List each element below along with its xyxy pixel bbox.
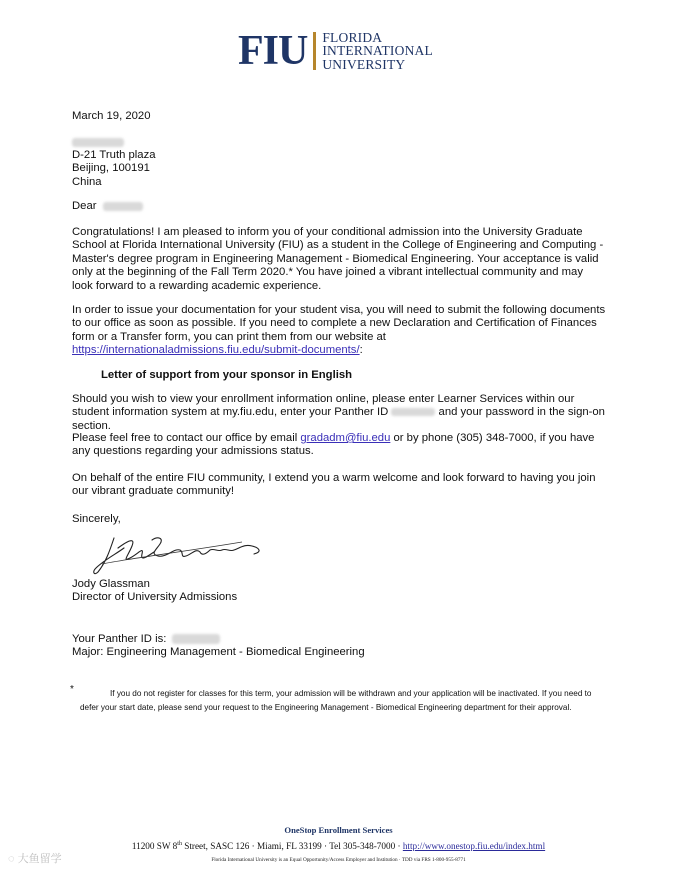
footer-addr-a: 11200 SW 8	[131, 841, 178, 852]
redacted-panther-id-value	[172, 634, 220, 644]
redacted-salutation-name	[103, 202, 143, 211]
fiu-logo	[238, 30, 433, 72]
footer-address	[0, 841, 677, 851]
footnote-text: If you do not register for classes for this term, your admission will be withdrawn and your application will be inactivated. If you need to defer your start date, please send your request to the Engineering Management - Biomedical Engineering department for their approval.	[80, 689, 592, 712]
logo-mark: FIU	[238, 28, 308, 74]
watermark-icon: ◌	[8, 853, 15, 865]
footer-addr-b: Street, SASC 126 · Miami, FL 33199 · Tel 305-348-7000 ·	[181, 841, 403, 852]
logo-line-1: FLORIDA	[322, 29, 383, 45]
footer-eeo-statement: Florida International University is an Equal Opportunity/Access Employer and Institution · TDD via FRS 1-800-955-8771	[211, 857, 466, 863]
panther-id-label: Your Panther ID is:	[72, 633, 167, 645]
signer-name: Jody Glassman	[72, 578, 150, 590]
para2-end: :	[359, 344, 363, 357]
footer-title: OneStop Enrollment Services	[284, 825, 393, 835]
logo-line-3: UNIVERSITY	[322, 56, 406, 72]
para2-text: In order to issue your documentation for your student visa, you will need to submit the following documents to our office as soon as possible. If you need to complete a new Declaration and Certification of Finances form or a Transfer form, you can print them from our website at	[72, 304, 606, 343]
onestop-link[interactable]: http://www.onestop.fiu.edu/index.html	[402, 841, 546, 852]
logo-wordmark	[322, 31, 433, 72]
paragraph-contact	[72, 432, 602, 459]
required-document: Letter of support from your sponsor in English	[101, 369, 353, 381]
address-line-1: D-21 Truth plaza	[72, 149, 156, 161]
paragraph-enrollment-info	[72, 393, 612, 433]
paragraph-visa-documents	[72, 304, 612, 358]
panther-id-line	[72, 633, 220, 646]
signer-block	[72, 578, 237, 605]
footer-addr-sup: th	[177, 841, 182, 847]
para3-text-a: Should you wish to view your enrollment information online, please enter Learner Services within our student information system at my.fiu.edu, enter your Panther ID	[72, 393, 575, 419]
closing: Sincerely,	[72, 513, 121, 525]
salutation	[72, 200, 143, 213]
para3-text-b: and your password in the sign-on section.	[72, 406, 605, 432]
para4-text-b: or by phone (305) 348-7000, if you have any questions regarding your admissions status.	[72, 432, 595, 458]
signature-image	[92, 528, 272, 578]
signer-title: Director of University Admissions	[72, 591, 238, 604]
logo-divider	[313, 32, 316, 70]
salutation-text: Dear	[72, 200, 97, 212]
address-line-3: China	[72, 175, 102, 188]
logo-line-2: INTERNATIONAL	[322, 43, 433, 59]
watermark	[8, 850, 62, 866]
recipient-address	[72, 149, 156, 189]
address-line-2: Beijing, 100191	[72, 162, 150, 175]
paragraph-welcome: On behalf of the entire FIU community, I extend you a warm welcome and look forward to having you join our vibrant graduate community!	[72, 472, 596, 498]
email-link[interactable]: gradadm@fiu.edu	[300, 432, 391, 444]
watermark-text: 大鱼留学	[17, 853, 62, 865]
paragraph-congratulations: Congratulations! I am pleased to inform you of your conditional admission into the University Graduate School at Florida International University (FIU) as a student in the College of Engineering and Computing - Master's degree program in Engineering Management - Biomedical Engineering. Your acceptance is valid only at the beginning of the Fall Term 2020.* You have joined a vibrant intellectual community and may look forward to a rewarding academic experience.	[72, 226, 604, 292]
redacted-panther-id	[391, 408, 435, 416]
para4-text-a: Please feel free to contact our office by email	[72, 432, 301, 444]
letter-date: March 19, 2020	[72, 110, 151, 122]
submit-documents-link[interactable]: https://internationaladmissions.fiu.edu/submit-documents/	[72, 344, 360, 357]
footnote-marker: *	[70, 684, 74, 695]
major-line: Major: Engineering Management - Biomedical Engineering	[72, 646, 365, 658]
